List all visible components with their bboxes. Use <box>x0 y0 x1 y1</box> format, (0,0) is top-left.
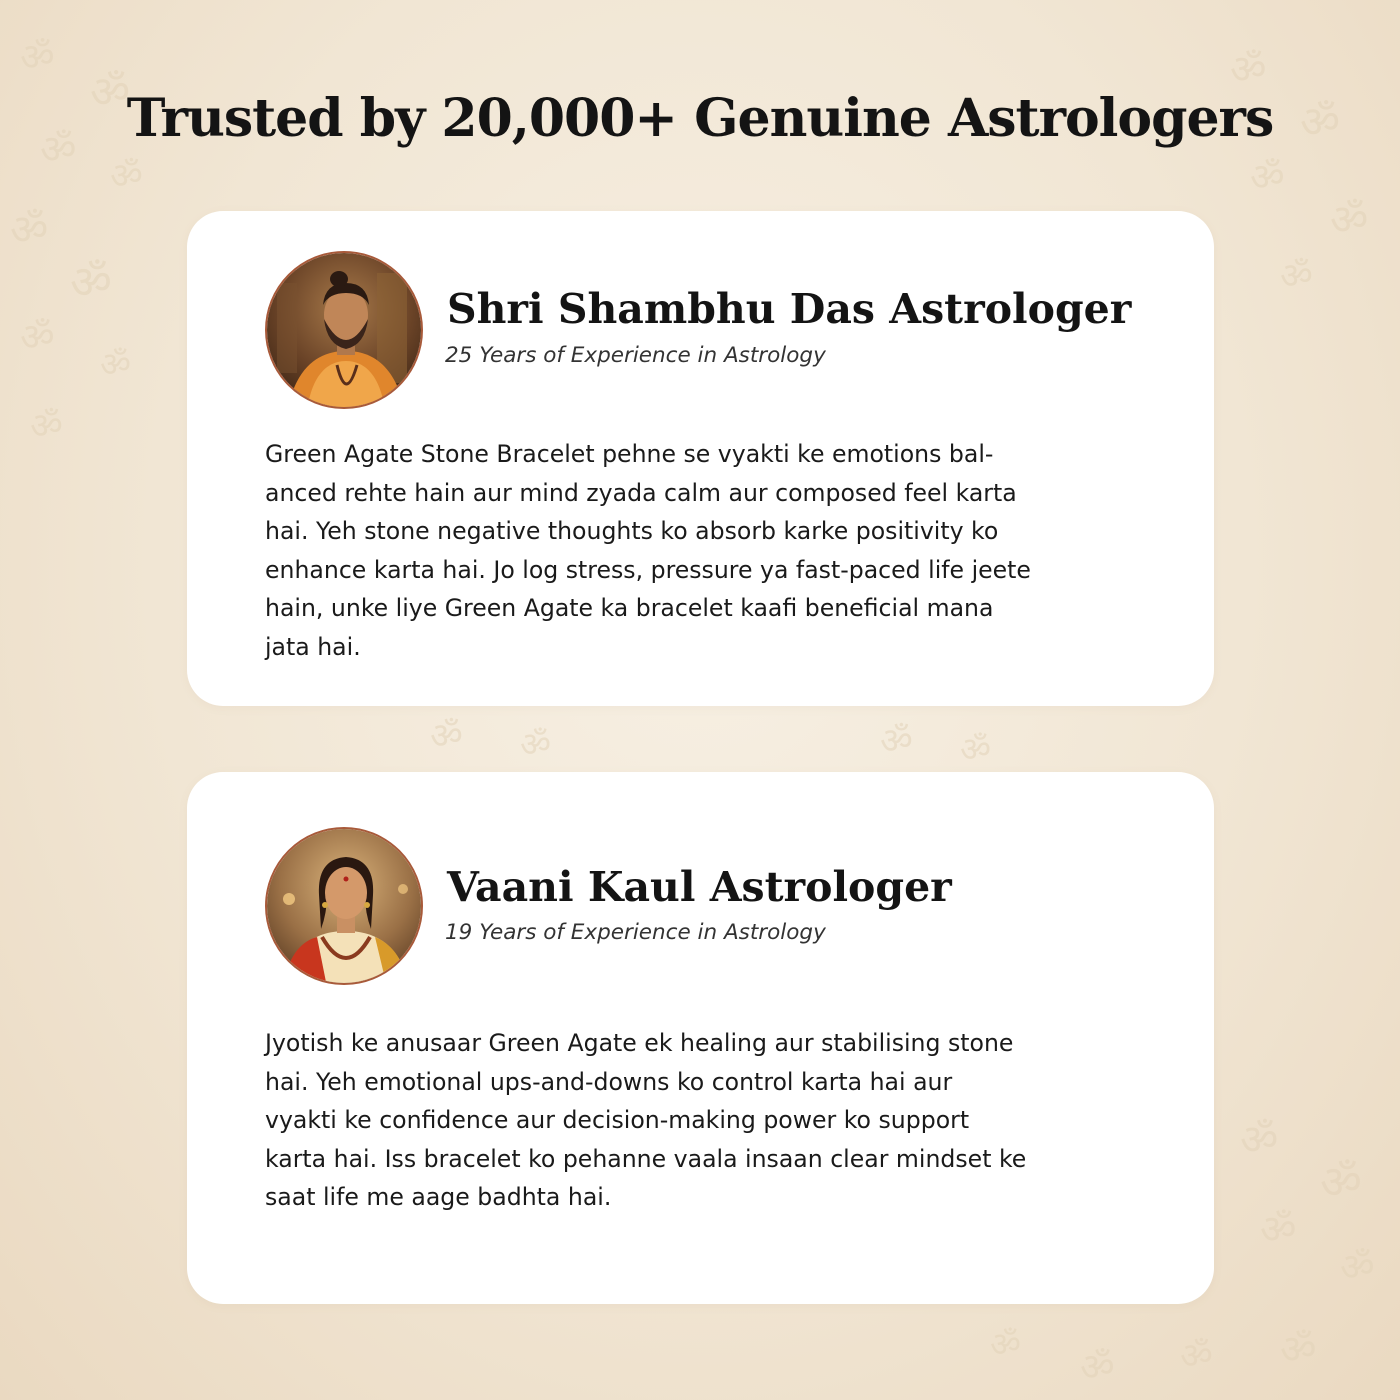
quote-line: Green Agate Stone Bracelet pehne se vyakti ke emotions bal- <box>265 440 994 468</box>
om-symbol-icon: ॐ <box>70 255 112 309</box>
astrologer-avatar <box>265 827 423 985</box>
quote-line: karta hai. Iss bracelet ko pehanne vaala insaan clear mindset ke <box>265 1144 1027 1173</box>
om-symbol-icon: ॐ <box>1260 1207 1297 1253</box>
om-symbol-icon: ॐ <box>20 35 55 79</box>
om-symbol-icon: ॐ <box>1280 1327 1317 1373</box>
om-symbol-icon: ॐ <box>960 730 992 770</box>
quote-line: hai. Yeh stone negative thoughts ko absorb karke positivity ko <box>265 517 999 546</box>
om-symbol-icon: ॐ <box>1240 1115 1279 1164</box>
astrologer-experience: 19 Years of Experience in Astrology <box>445 920 826 945</box>
om-symbol-icon: ॐ <box>100 345 132 385</box>
astrologer-name: Shri Shambhu Das Astrologer <box>447 285 1132 333</box>
om-symbol-icon: ॐ <box>1080 1345 1115 1389</box>
om-symbol-icon: ॐ <box>30 406 63 447</box>
om-symbol-icon: ॐ <box>880 721 913 762</box>
astrologer-experience: 25 Years of Experience in Astrology <box>445 343 826 368</box>
astrologer-name: Vaani Kaul Astrologer <box>447 863 952 911</box>
om-symbol-icon: ॐ <box>10 205 49 254</box>
om-symbol-icon: ॐ <box>1300 97 1341 148</box>
om-symbol-icon: ॐ <box>1340 1245 1375 1289</box>
quote-line: hai. Yeh emotional ups-and-downs ko control karta hai aur <box>265 1067 953 1096</box>
om-symbol-icon: ॐ <box>990 1325 1022 1365</box>
quote-line: Jyotish ke anusaar Green Agate ek healing aur stabilising stone <box>265 1029 1014 1057</box>
astrologer-portrait-female-icon <box>267 829 423 985</box>
om-symbol-icon: ॐ <box>40 127 77 173</box>
page-title: Trusted by 20,000+ Genuine Astrologers <box>126 88 1274 149</box>
testimonial-card <box>187 211 1214 706</box>
quote-line: saat life me aage badhta hai. <box>265 1183 612 1212</box>
om-symbol-icon: ॐ <box>1330 195 1369 244</box>
om-symbol-icon: ॐ <box>520 725 552 765</box>
om-symbol-icon: ॐ <box>1230 47 1267 93</box>
quote-line: enhance karta hai. Jo log stress, pressure ya fast-paced life jeete <box>265 555 1031 584</box>
om-symbol-icon: ॐ <box>1280 256 1313 297</box>
quote-line: hain, unke liye Green Agate ka bracelet kaafi beneficial mana <box>265 594 994 623</box>
om-symbol-icon: ॐ <box>90 67 131 118</box>
om-symbol-icon: ॐ <box>110 156 143 197</box>
testimonial-quote <box>265 1024 1165 1217</box>
astrologer-portrait-male-icon <box>267 253 423 409</box>
om-symbol-icon: ॐ <box>1320 1155 1362 1209</box>
om-symbol-icon: ॐ <box>1250 155 1285 199</box>
astrologer-avatar <box>265 251 423 409</box>
testimonial-card <box>187 772 1214 1304</box>
quote-line: jata hai. <box>265 632 361 661</box>
quote-line: anced rehte hain aur mind zyada calm aur composed feel karta <box>265 478 1017 507</box>
quote-line: vyakti ke confidence aur decision-making power ko support <box>265 1106 970 1135</box>
om-symbol-icon: ॐ <box>430 716 463 757</box>
om-symbol-icon: ॐ <box>1180 1336 1213 1377</box>
testimonial-quote <box>265 435 1165 667</box>
om-symbol-icon: ॐ <box>20 315 55 359</box>
